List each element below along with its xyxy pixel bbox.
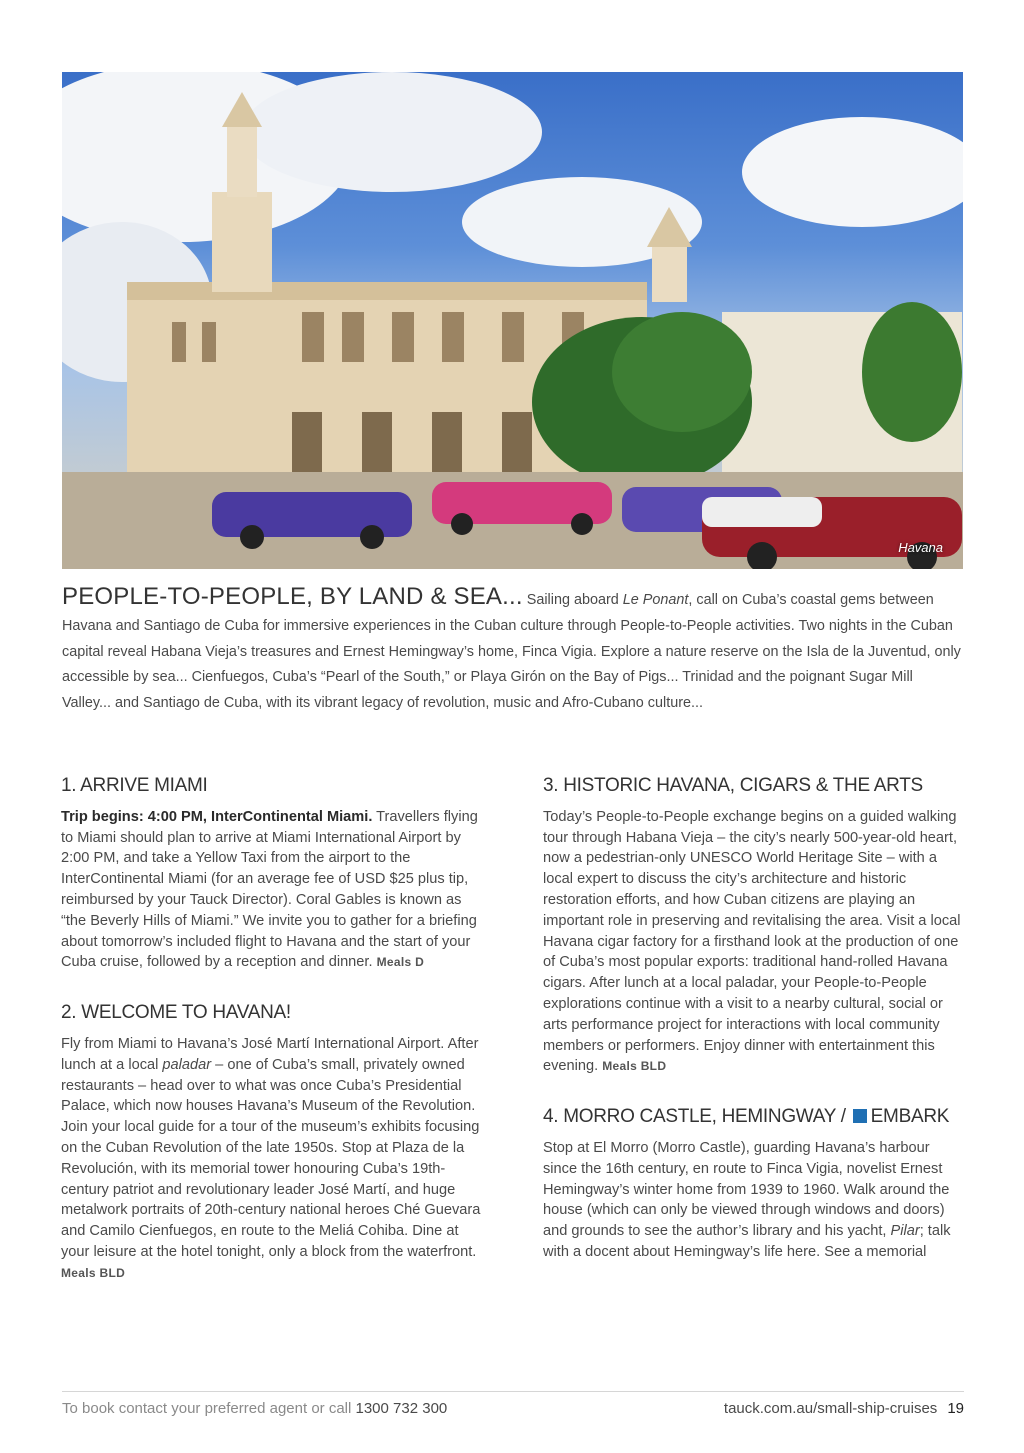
day-4-body	[543, 1138, 967, 1263]
day-4-italic: Pilar	[890, 1223, 920, 1240]
embark-square-icon	[853, 1109, 867, 1123]
day-4-heading-text: 4. MORRO CASTLE, HEMINGWAY /	[543, 1106, 846, 1128]
day-3-text: Today’s People-to-People exchange begins on a guided walking tour through Habana Vieja – the city’s nearly 500-year-old heart, now a pedestrian-only UNESCO World Heritage Site – with a local expert to discuss the city’s architecture and historic restoration efforts, and how Cuban citizens are playing an important role in preserving and revitalising the area. Visit a local Havana cigar factory for a firsthand look at the production of one of Cuba’s most popular exports: traditional hand-rolled Havana cigars. After lunch at a local paladar, your People-to-People explorations continue with a visit to a nearby cultural, social or arts performance project for interactions with local community members or performers. Enjoy dinner with entertainment this evening.	[543, 808, 961, 1075]
day-3	[543, 776, 967, 1077]
footer-contact	[62, 1400, 447, 1417]
day-2-text-2: – one of Cuba’s small, privately owned restaurants – head over to what was once Cuba’s Presidential Palace, which now houses Havana’s Museum of the Revolution. Join your local guide for a tour of the museum’s exhibits focusing on the Cuban Revolution of the late 1950s. Stop at Plaza de la Revolución, with its memorial tower honouring Cuba’s 19th-century patriot and revolutionary leader José Martí, and huge metalwork portraits of 20th-century national heroes Ché Guevara and Camilo Cienfuegos, en route to the Meliá Cohiba. Dine at your leisure at the hotel tonight, only a block from the waterfront.	[61, 1056, 481, 1260]
day-2	[61, 1003, 485, 1283]
day-4-heading-embark: EMBARK	[870, 1106, 950, 1128]
intro-paragraph	[62, 584, 964, 717]
day-4	[543, 1107, 967, 1263]
day-1-lead: Trip begins: 4:00 PM, InterContinental Miami.	[61, 808, 373, 825]
day-3-heading: 3. HISTORIC HAVANA, CIGARS & THE ARTS	[543, 775, 923, 796]
ship-name: Le Ponant	[622, 592, 689, 608]
photo-caption: Havana	[898, 540, 943, 555]
footer-right	[724, 1400, 964, 1417]
right-column	[543, 776, 967, 1293]
day-3-body	[543, 807, 967, 1077]
day-2-text-1: Fly from Miami to Havana’s José Martí International Airport. After lunch at a local	[61, 1035, 479, 1073]
day-4-text-2: ; talk with a docent about Hemingway’s life here. See a memorial	[543, 1223, 951, 1260]
day-1-meals: Meals D	[376, 955, 425, 970]
day-2-heading: 2. WELCOME TO HAVANA!	[61, 1002, 291, 1024]
day-1-heading: 1. ARRIVE MIAMI	[61, 775, 208, 796]
footer-contact-text: To book contact your preferred agent or call	[62, 1400, 356, 1417]
day-1-body	[61, 807, 485, 973]
day-3-meals: Meals BLD	[602, 1059, 667, 1074]
havana-photo	[62, 72, 963, 569]
intro-heading: PEOPLE-TO-PEOPLE, BY LAND & SEA...	[62, 583, 523, 610]
day-4-text-1: Stop at El Morro (Morro Castle), guarding Havana’s harbour since the 16th century, en route to Finca Vigia, novelist Ernest Hemingway’s winter home from 1939 to 1960. Walk around the house (which can only be viewed through windows and doors) and grounds to see the author’s library and his yacht,	[543, 1139, 950, 1240]
day-2-meals: Meals BLD	[61, 1265, 126, 1280]
intro-text-1: Sailing aboard	[522, 592, 623, 608]
intro-text-2: , call on Cuba’s coastal gems between Havana and Santiago de Cuba for immersive experiences in the Cuban culture through People-to-People activities. Two nights in the Cuban capital reveal Habana Vieja’s treasures and Ernest Hemingway’s home, Finca Vigia. Explore a nature reserve on the Isla de la Juventud, only accessible by sea... Cienfuegos, Cuba’s “Pearl of the South,” or Playa Girón on the Bay of Pigs... Trinidad and the poignant Sugar Mill Valley... and Santiago de Cuba, with its vibrant legacy of revolution, music and Afro-Cubano culture...	[62, 592, 961, 712]
left-column	[61, 776, 485, 1314]
day-4-heading	[543, 1107, 967, 1128]
footer-phone[interactable]: 1300 732 300	[355, 1400, 448, 1417]
day-2-body	[61, 1034, 485, 1284]
day-1-text: Travellers flying to Miami should plan to arrive at Miami International Airport by 2:00 PM, and take a Yellow Taxi from the airport to the InterContinental Miami (for an average fee of USD $25 plus tip, reimbursed by your Tauck Director). Coral Gables is known as “the Beverly Hills of Miami.” We invite you to gather for a briefing about tomorrow’s included flight to Havana and the start of your Cuba cruise, followed by a reception and dinner.	[61, 808, 478, 971]
havana-photo-illustration	[62, 72, 963, 569]
footer-website-link[interactable]: tauck.com.au/small-ship-cruises	[723, 1400, 938, 1417]
day-2-italic: paladar	[162, 1056, 212, 1073]
footer-divider	[62, 1391, 964, 1392]
page-number: 19	[947, 1400, 964, 1417]
day-1	[61, 776, 485, 973]
